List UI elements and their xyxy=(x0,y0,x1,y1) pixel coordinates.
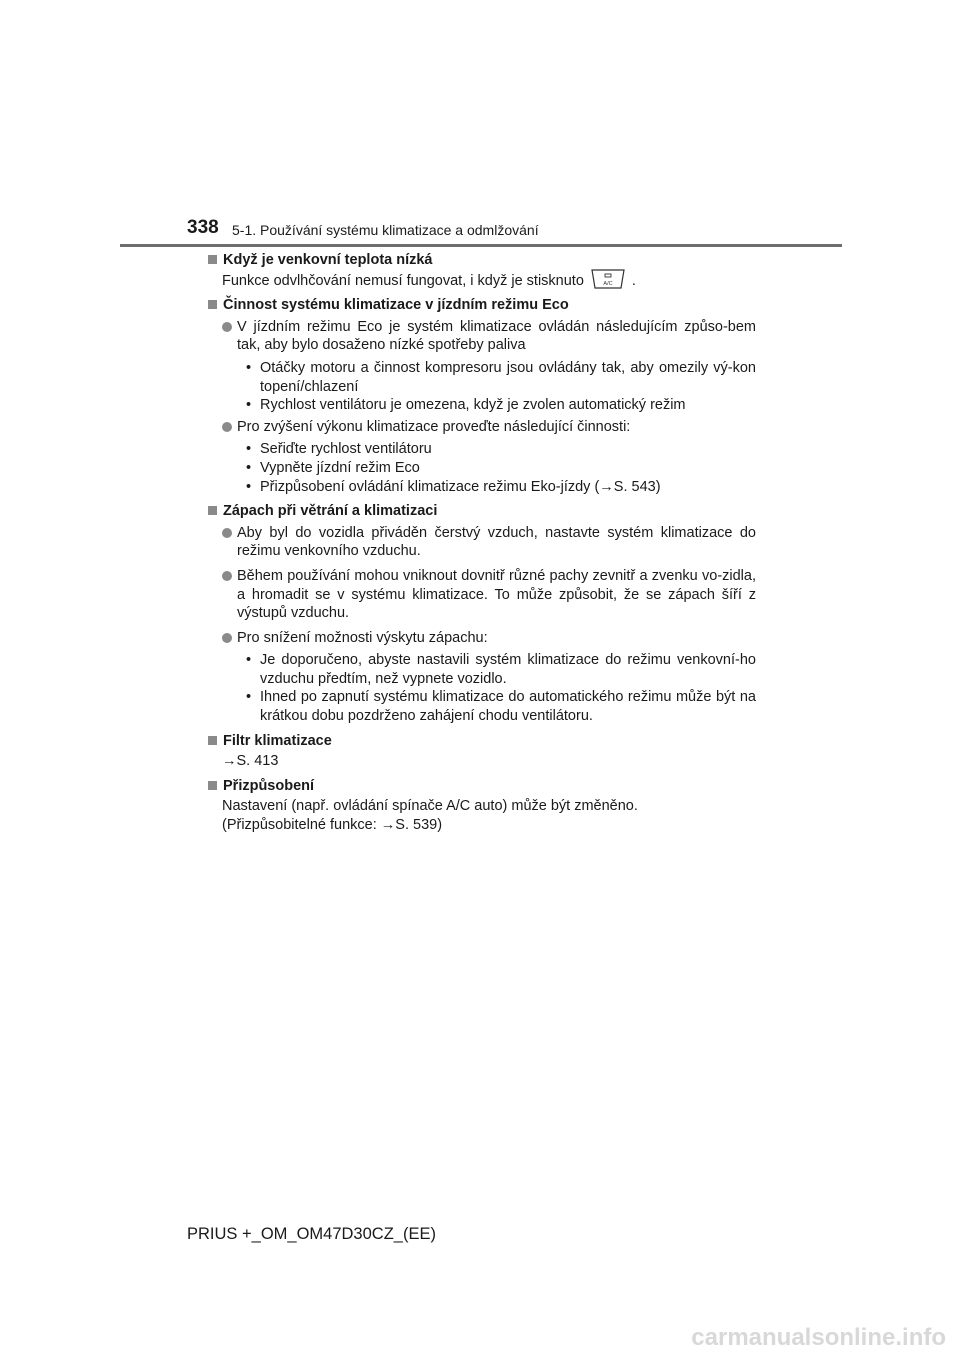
bullet-group xyxy=(208,318,756,496)
heading-text: Když je venkovní teplota nízká xyxy=(223,252,433,268)
list-item xyxy=(222,629,756,648)
section-heading xyxy=(208,296,756,315)
list-item-text: Během používání mohou vniknout dovnitř různé pachy zevnitř a zvenku vo-zidla, a hromadit se v systému klimatizace. To může způsobit, že se zápach šíří z výstupů vzduchu. xyxy=(237,567,756,622)
sub-list-item xyxy=(246,478,756,497)
sub-list-item xyxy=(246,396,756,415)
sub-list-item-text: Vypněte jízdní režim Eco xyxy=(260,459,420,476)
heading-text: Přizpůsobení xyxy=(223,777,315,794)
paragraph xyxy=(208,797,756,834)
list-item xyxy=(222,524,756,561)
sub-list-item xyxy=(246,651,756,688)
section-heading xyxy=(208,502,756,521)
page-number: 338 xyxy=(187,217,219,238)
list-item xyxy=(222,567,756,623)
sub-list-item xyxy=(246,459,756,478)
square-bullet-icon xyxy=(208,506,217,515)
small-bullet-icon: • xyxy=(246,459,252,476)
small-bullet-icon: • xyxy=(246,359,252,376)
list-item xyxy=(222,418,756,437)
square-bullet-icon xyxy=(208,255,217,264)
small-bullet-icon: • xyxy=(246,478,252,495)
paragraph xyxy=(208,272,756,291)
circle-bullet-icon xyxy=(222,633,232,643)
watermark: carmanualsonline.info xyxy=(691,1324,946,1351)
list-item-text: V jízdním režimu Eco je systém klimatizace ovládán následujícím způso-bem tak, aby bylo dosaženo nízké spotřeby paliva xyxy=(237,318,756,354)
small-bullet-icon: • xyxy=(246,689,252,706)
sub-list xyxy=(222,359,756,415)
sub-list-item-text: Přizpůsobení ovládání klimatizace režimu Eko-jízdy (→S. 543) xyxy=(260,478,661,495)
circle-bullet-icon xyxy=(222,571,232,581)
section-heading xyxy=(208,732,756,751)
paragraph-line: Nastavení (např. ovládání spínače A/C auto) může být změněno. xyxy=(222,798,638,815)
sub-list-item xyxy=(246,688,756,725)
section-heading xyxy=(208,251,756,270)
square-bullet-icon xyxy=(208,736,217,745)
sub-list-item-text: Seřiďte rychlost ventilátoru xyxy=(260,441,432,458)
sub-list-item-text: Ihned po zapnutí systému klimatizace do automatického režimu může být na krátkou dobu pozdrženo zahájení chodu ventilátoru. xyxy=(260,689,756,725)
square-bullet-icon xyxy=(208,781,217,790)
sub-list xyxy=(222,651,756,725)
sub-list-item xyxy=(246,440,756,459)
heading-text: Činnost systému klimatizace v jízdním režimu Eco xyxy=(223,297,569,314)
paragraph-text-end: . xyxy=(631,272,636,289)
list-item-text: Pro snížení možnosti výskytu zápachu: xyxy=(237,629,488,646)
heading-text: Filtr klimatizace xyxy=(223,732,332,749)
small-bullet-icon: • xyxy=(246,652,252,669)
list-item-text: Pro zvýšení výkonu klimatizace proveďte následující činnosti: xyxy=(237,418,631,435)
circle-bullet-icon xyxy=(222,528,232,538)
small-bullet-icon: • xyxy=(246,397,252,414)
paragraph-line: (Přizpůsobitelné funkce: →S. 539) xyxy=(222,817,443,834)
sub-list xyxy=(222,440,756,496)
ac-button-label: A/C xyxy=(603,280,613,287)
section-heading xyxy=(208,777,756,796)
ac-button-icon xyxy=(588,268,628,290)
sub-list-item xyxy=(246,359,756,396)
square-bullet-icon xyxy=(208,300,217,309)
sub-list-item-text: Rychlost ventilátoru je omezena, když je zvolen automatický režim xyxy=(260,397,686,414)
section-header-title: 5-1. Používání systému klimatizace a odmlžování xyxy=(232,222,539,238)
bullet-group xyxy=(208,524,756,726)
page-content xyxy=(208,251,756,835)
list-item xyxy=(222,318,756,355)
header-divider xyxy=(120,244,842,247)
list-item-text: Aby byl do vozidla přiváděn čerstvý vzduch, nastavte systém klimatizace do režimu venkovního vzduchu. xyxy=(237,524,756,560)
sub-list-item-text: Je doporučeno, abyste nastavili systém klimatizace do režimu venkovní-ho vzduchu předtím, než vypnete vozidlo. xyxy=(260,652,756,687)
heading-text: Zápach při větrání a klimatizaci xyxy=(223,503,438,520)
document-code: PRIUS +_OM_OM47D30CZ_(EE) xyxy=(187,1225,436,1243)
sub-list-item-text: Otáčky motoru a činnost kompresoru jsou ovládány tak, aby omezily vý-kon topení/chlazení xyxy=(260,359,756,395)
page-reference[interactable]: →S. 413 xyxy=(222,753,279,770)
circle-bullet-icon xyxy=(222,422,232,432)
paragraph-text: Funkce odvlhčování nemusí fungovat, i když je stisknuto xyxy=(222,272,584,289)
small-bullet-icon: • xyxy=(246,441,252,458)
circle-bullet-icon xyxy=(222,322,232,332)
